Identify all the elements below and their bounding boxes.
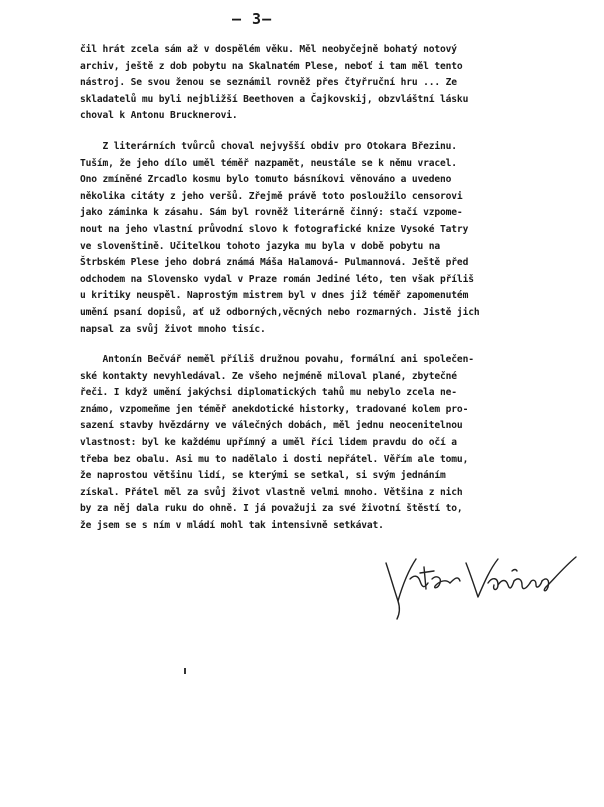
text-line: nout na jeho vlastní průvodní slovo k fotografické knize Vysoké Tatry [80, 223, 469, 235]
text-line: že naprostou většinu lidí, se kterými se setkal, si svým jednáním [80, 470, 446, 482]
text-line: u kritiky neuspěl. Naprostým mistrem byl v dnes již téměř zapomenutém [80, 290, 469, 302]
text-line: jako záminka k zásahu. Sám byl rovněž literárně činný: stačí vzpome- [80, 207, 463, 219]
text-line: Antonín Bečvář neměl příliš družnou povahu, formální ani společen- [80, 354, 474, 366]
text-line: řeči. I když umění jakýchsi diplomatických tahů mu nebylo zcela ne- [80, 387, 457, 399]
handwritten-signature [380, 545, 580, 625]
text-line: sazení stavby hvězdárny ve válečných dobách, měl jednu neocenitelnou [80, 420, 463, 432]
stray-ink-mark [184, 668, 186, 674]
text-line: ve slovenštině. Učitelkou tohoto jazyka mu byla v době pobytu na [80, 240, 441, 252]
text-line: Ono zmíněné Zrcadlo kosmu bylo tomuto básníkovi věnováno a uvedeno [80, 174, 452, 186]
text-line: známo, vzpomeňme jen téměř anekdotické historky, tradované kolem pro- [80, 403, 469, 415]
text-line: skladatelů mu byli nejbližší Beethoven a Čajkovskij, obzvláštní lásku [80, 93, 469, 105]
text-line: Z literárních tvůrců choval nejvyšší obdiv pro Otokara Březinu. [80, 140, 457, 152]
paragraph-1 [80, 42, 580, 125]
paragraph-3 [80, 352, 580, 535]
paragraph-gap [80, 125, 580, 139]
text-line: získal. Přátel měl za svůj život vlastně velmi mnoho. Většina z nich [80, 486, 463, 498]
page-number: — 3— [232, 10, 273, 28]
text-line: napsal za svůj život mnoho tisíc. [80, 323, 266, 335]
text-line: několika citáty z jeho veršů. Zřejmě právě toto posloužilo censorovi [80, 190, 463, 202]
text-line: nástroj. Se svou ženou se seznámil rovněž přes čtyřruční hru ... Ze [80, 77, 457, 89]
text-line: třeba bez obalu. Asi mu to nadělalo i dosti nepřátel. Věřím ale tomu, [80, 453, 469, 465]
text-line: Štrbském Plese jeho dobrá známá Máša Halamová- Pulmannová. Ještě před [80, 257, 469, 269]
body-text [80, 42, 580, 535]
paragraph-gap [80, 338, 580, 352]
text-line: by za něj dala ruku do ohně. I já považuji za své životní štěstí to, [80, 503, 463, 515]
text-line: odchodem na Slovensko vydal v Praze román Jediné léto, ten však příliš [80, 273, 474, 285]
paragraph-2 [80, 139, 580, 338]
text-line: čil hrát zcela sám až v dospělém věku. Měl neobyčejně bohatý notový [80, 44, 457, 55]
text-line: choval k Antonu Brucknerovi. [80, 110, 238, 122]
text-line: že jsem se s ním v mládí mohl tak intensivně setkávat. [80, 520, 384, 532]
text-line: Tuším, že jeho dílo uměl téměř nazpamět, neustále se k němu vracel. [80, 157, 457, 169]
text-line: ské kontakty nevyhledával. Ze všeho nejméně miloval plané, zbytečné [80, 370, 457, 382]
text-line: umění psaní dopisů, ať už odborných,věcných nebo rozmarných. Jistě jich [80, 306, 480, 318]
text-line: vlastnost: byl ke každému upřímný a uměl říci lidem pravdu do očí a [80, 437, 457, 449]
text-line: archiv, ještě z dob pobytu na Skalnatém Plese, neboť i tam měl tento [80, 60, 463, 72]
